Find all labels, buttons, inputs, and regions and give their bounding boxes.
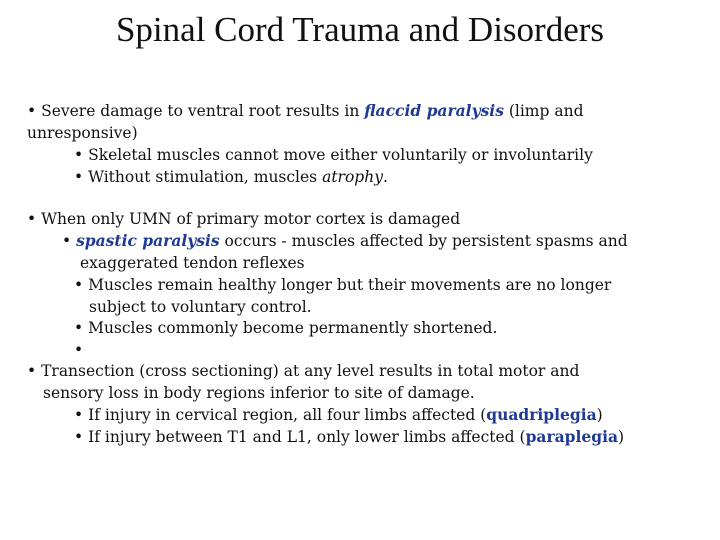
term-spastic-paralysis: spastic paralysis [76, 231, 220, 250]
bullet-text: occurs - muscles affected by persistent spasms and [219, 232, 628, 250]
sub-bullet-paraplegia [74, 427, 624, 447]
bullet-text: (limp and [503, 102, 584, 120]
bullet-continuation: subject to voluntary control. [89, 298, 312, 316]
sub-bullet-muscles-healthy: • Muscles remain healthy longer but their movements are no longer [74, 276, 612, 294]
empty-bullet: • [74, 341, 84, 359]
bullet-transection: • Transection (cross sectioning) at any level results in total motor and [27, 362, 580, 380]
bullet-umn-damage: • When only UMN of primary motor cortex is damaged [27, 210, 461, 228]
sub-bullet-permanently-shortened: • Muscles commonly become permanently shortened. [74, 319, 498, 337]
sub-bullet-atrophy [74, 167, 388, 187]
bullet-continuation: sensory loss in body regions inferior to site of damage. [43, 384, 475, 402]
term-paraplegia: paraplegia [525, 427, 619, 446]
bullet-text: . [382, 168, 388, 186]
bullet-text: • If injury between T1 and L1, only lower limbs affected ( [74, 428, 526, 446]
slide-title: Spinal Cord Trauma and Disorders [115, 10, 605, 49]
sub-bullet-spastic-paralysis [62, 231, 628, 251]
bullet-continuation: unresponsive) [27, 124, 138, 142]
bullet-text: ) [618, 428, 625, 446]
sub-bullet-quadriplegia [74, 405, 603, 425]
term-atrophy: atrophy [322, 168, 383, 186]
bullet-ventral-root-damage [27, 101, 584, 121]
bullet-text: • Without stimulation, muscles [74, 168, 323, 186]
term-flaccid-paralysis: flaccid paralysis [364, 101, 504, 120]
bullet-continuation: exaggerated tendon reflexes [80, 254, 305, 272]
term-quadriplegia: quadriplegia [486, 405, 597, 424]
sub-bullet-skeletal-muscles: • Skeletal muscles cannot move either voluntarily or involuntarily [74, 146, 593, 164]
bullet-text: • If injury in cervical region, all four limbs affected ( [74, 406, 487, 424]
bullet-text: • [62, 232, 77, 250]
bullet-text: ) [596, 406, 603, 424]
bullet-text: • Severe damage to ventral root results in [27, 102, 365, 120]
